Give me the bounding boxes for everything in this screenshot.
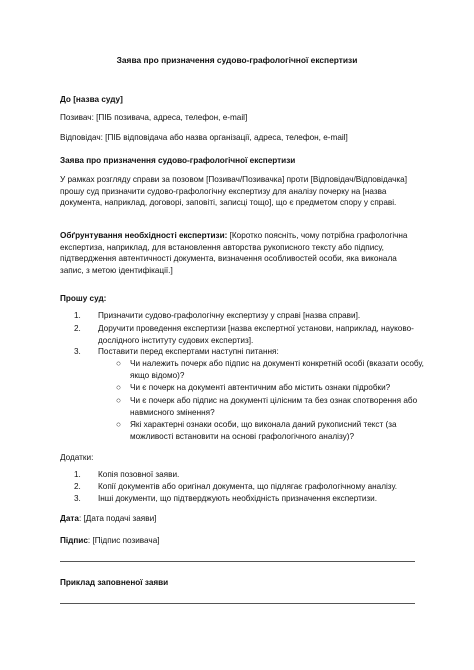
- list-text: Які характерні ознаки особи, що виконала даний рукописний текст (за можливості встановити на основі графологічного аналізу)?: [130, 420, 397, 441]
- plaintiff-line: Позивач: [ПІБ позивача, адреса, телефон, e-mail]: [60, 113, 248, 122]
- court-line: До [назва суду]: [60, 95, 123, 104]
- list-item: [74, 419, 414, 443]
- list-text: Чи є почерк або підпис на документі цілісним та без ознак спотворення або навмисного змінення?: [130, 396, 418, 417]
- list-text: Доручити проведення експертизи [назва експертної установи, наприклад, науково-дослідного інституту судових експертиз].: [98, 324, 414, 345]
- signature-line: [60, 535, 415, 547]
- list-text: Копії документів або оригінал документа, що підлягає графологічному аналізу.: [98, 482, 398, 491]
- list-item: [74, 481, 414, 493]
- document-title: Заява про призначення судово-графологічної експертизи: [116, 55, 358, 65]
- date-value: : [Дата подачі заяви]: [78, 514, 157, 523]
- list-item: [74, 358, 424, 382]
- circle-bullet-icon: ○: [116, 383, 121, 392]
- circle-bullet-icon: ○: [116, 396, 121, 405]
- defendant-line: Відповідач: [ПІБ відповідача або назва організації, адреса, телефон, e-mail]: [60, 133, 348, 142]
- list-number: 2.: [74, 324, 81, 333]
- list-number: 1.: [74, 470, 81, 479]
- list-text: Чи є почерк на документі автентичним або містить ознаки підробки?: [130, 383, 391, 392]
- list-text: Призначити судово-графологічну експертизу у справі [назва справи].: [98, 311, 361, 320]
- signature-value: : [Підпис позивача]: [87, 536, 160, 545]
- list-item: [74, 469, 414, 481]
- justification-text: [Коротко поясніть, чому потрібна графологічна експертиза, наприклад, для встановлення авторства рукописного тексту або підпису, підтвердження автентичності документа, визначення особливостей особи, яка виконала запис, з метою ідентифікації.]: [60, 231, 408, 275]
- list-item: [74, 493, 414, 505]
- date-label: Дата: [60, 514, 79, 523]
- divider: [60, 561, 415, 562]
- list-number: 1.: [74, 311, 81, 320]
- example-heading: Приклад заповненої заяви: [60, 578, 169, 587]
- divider: [60, 603, 415, 604]
- list-item: [74, 395, 418, 419]
- list-text: Інші документи, що підтверджують необхідність призначення експертизи.: [98, 494, 378, 503]
- circle-bullet-icon: ○: [116, 359, 121, 368]
- signature-label: Підпис: [60, 536, 88, 545]
- attachments-heading: Додатки:: [60, 453, 94, 462]
- list-text: Чи належить почерк або підпис на документі конкретній особі (вказати особу, якщо відомо)?: [130, 359, 424, 380]
- request-heading: Прошу суд:: [60, 294, 107, 303]
- list-number: 3.: [74, 347, 81, 356]
- date-line: [60, 513, 415, 525]
- justification-paragraph: [60, 230, 415, 276]
- list-text: Копія позовної заяви.: [98, 470, 180, 479]
- circle-bullet-icon: ○: [116, 420, 121, 429]
- list-number: 2.: [74, 482, 81, 491]
- justification-label: Обґрунтування необхідності експертизи:: [60, 231, 228, 240]
- list-number: 3.: [74, 494, 81, 503]
- list-item: [74, 382, 414, 394]
- list-text: Поставити перед експертами наступні питання:: [98, 347, 279, 356]
- section-heading: Заява про призначення судово-графологічної експертизи: [60, 156, 296, 165]
- intro-paragraph: У рамках розгляду справи за позовом [Позивач/Позивачка] проти [Відповідач/Відповідачка] прошу суд призначити судово-графологічну експертизу для аналізу почерку на [назва документа, наприклад, договорі, заповіті, записці тощо], що є предметом спору у справі.: [60, 175, 407, 207]
